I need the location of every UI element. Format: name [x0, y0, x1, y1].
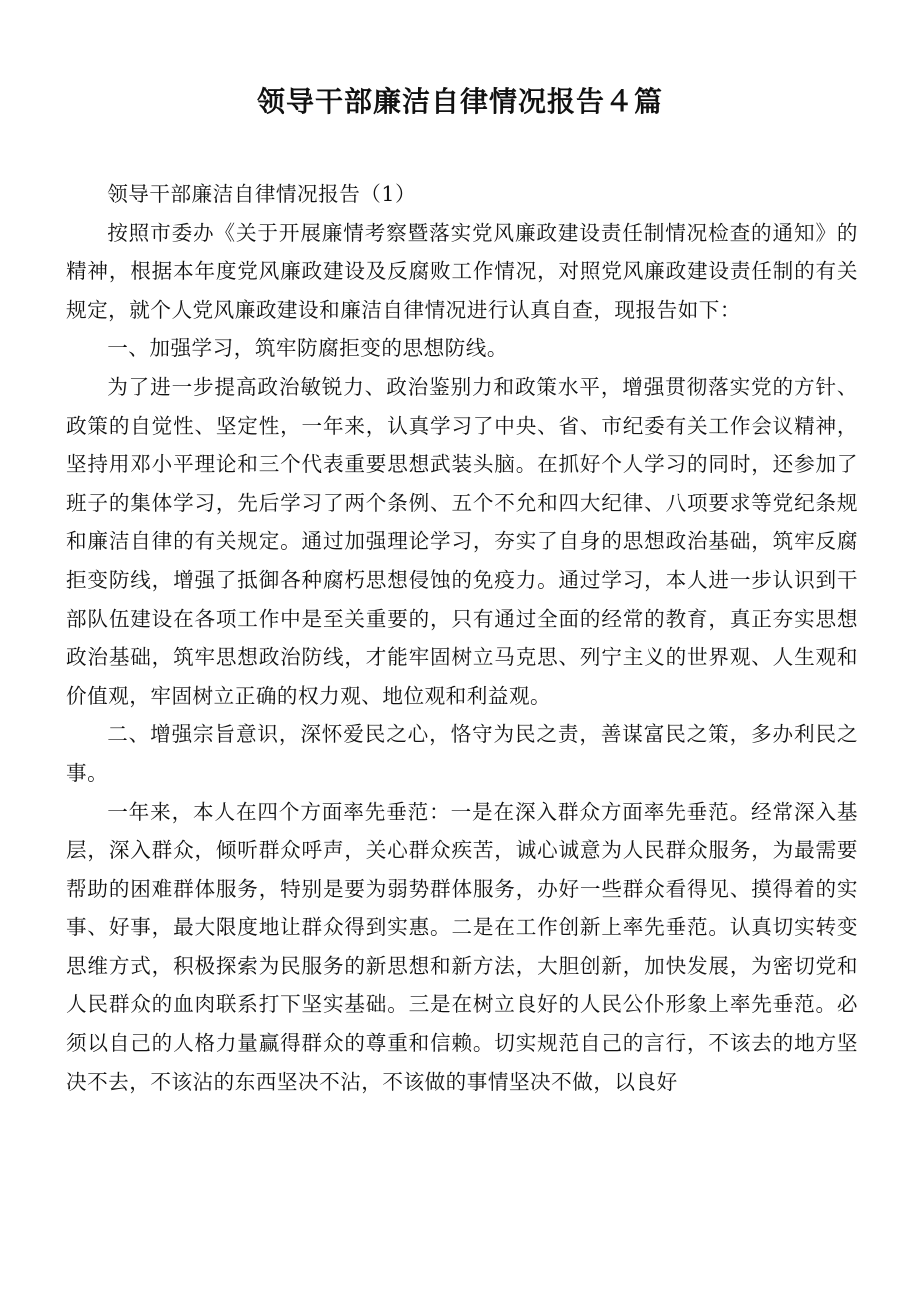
- paragraph-heading-2: 二、增强宗旨意识，深怀爱民之心，恪守为民之责，善谋富民之策，多办利民之事。: [66, 722, 858, 785]
- document-title: 领导干部廉洁自律情况报告４篇: [256, 85, 663, 118]
- paragraph-study: 为了进一步提高政治敏锐力、政治鉴别力和政策水平，增强贯彻落实党的方针、政策的自觉性、坚定性，一年来，认真学习了中央、省、市纪委有关工作会议精神，坚持用邓小平理论和三个代表重要思想武装头脑。在抓好个人学习的同时，还参加了班子的集体学习，先后学习了两个条例、五个不允和四大纪律、八项要求等党纪条规和廉洁自律的有关规定。通过加强理论学习，夯实了自身的思想政治基础，筑牢反腐拒变防线，增强了抵御各种腐朽思想侵蚀的免疫力。通过学习，本人进一步认识到干部队伍建设在各项工作中是至关重要的，只有通过全面的经常的教育，真正夯实思想政治基础，筑牢思想政治防线，才能牢固树立马克思、列宁主义的世界观、人生观和价值观，牢固树立正确的权力观、地位观和利益观。: [66, 374, 858, 708]
- paragraph-heading-1: 一、加强学习，筑牢防腐拒变的思想防线。: [107, 336, 508, 361]
- paragraph-example: 一年来，本人在四个方面率先垂范：一是在深入群众方面率先垂范。经常深入基层，深入群众，倾听群众呼声，关心群众疾苦，诚心诚意为人民群众服务，为最需要帮助的困难群体服务，特别是要为弱势群体服务，办好一些群众看得见、摸得着的实事、好事，最大限度地让群众得到实惠。二是在工作创新上率先垂范。认真切实转变思维方式，积极探索为民服务的新思想和新方法，大胆创新，加快发展，为密切党和人民群众的血肉联系打下坚实基础。三是在树立良好的人民公仆形象上率先垂范。必须以自己的人格力量赢得群众的尊重和信赖。切实规范自己的言行，不该去的地方坚决不去，不该沾的东西坚决不沾，不该做的事情坚决不做，以良好: [66, 799, 858, 1094]
- document-body: [66, 175, 858, 1101]
- paragraph-intro: 按照市委办《关于开展廉情考察暨落实党风廉政建设责任制情况检查的通知》的精神，根据本年度党风廉政建设及反腐败工作情况，对照党风廉政建设责任制的有关规定，就个人党风廉政建设和廉洁自律情况进行认真自查，现报告如下：: [66, 220, 858, 322]
- section-title: 领导干部廉洁自律情况报告（1）: [107, 182, 417, 206]
